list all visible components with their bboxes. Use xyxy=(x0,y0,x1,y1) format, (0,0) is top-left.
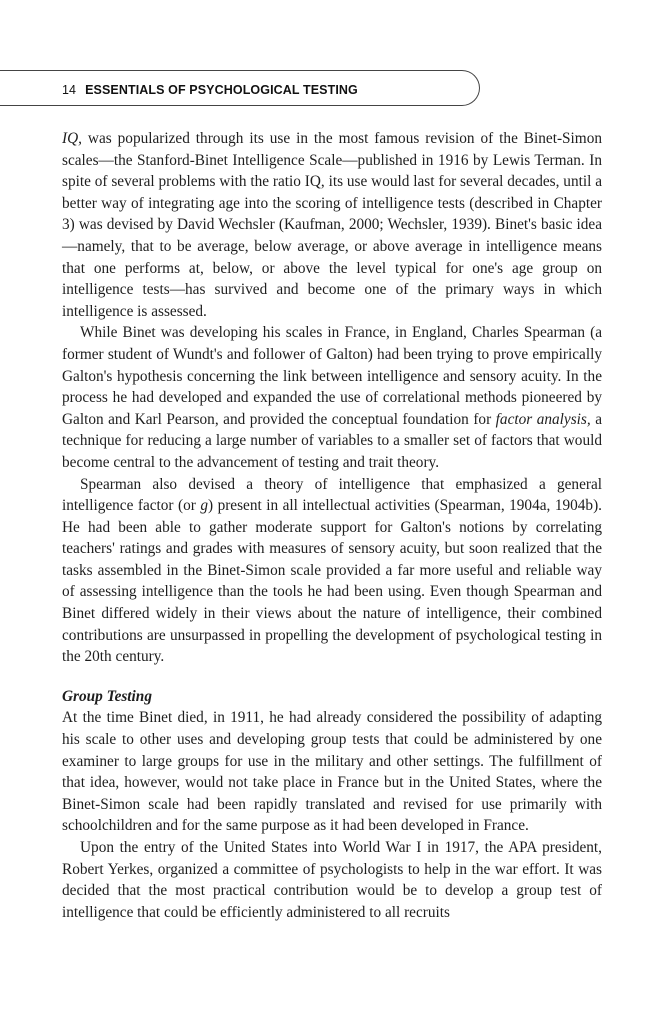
running-header xyxy=(62,83,358,97)
term-iq: IQ, xyxy=(62,130,82,147)
body-text xyxy=(62,128,602,923)
paragraph: At the time Binet died, in 1911, he had already considered the possibility of adapting his scale to other uses and developing group tests that could be administered by one examiner to large groups for use in the military and other settings. The fulfillment of that idea, however, would not take place in France but in the United States, where the Binet-Simon scale had been rapidly translated and revised for use primarily with schoolchildren and for the same purpose as it had been developed in France. xyxy=(62,709,602,835)
paragraph: Upon the entry of the United States into World War I in 1917, the APA president, Robert Yerkes, organized a committee of psychologists to help in the war effort. It was decided that the most practical contribution would be to develop a group test of intelligence that could be efficiently administered to all recruits xyxy=(62,839,602,921)
paragraph: IQ, was popularized through its use in the most famous revision of the Binet-Simon scales—the Stanford-Binet Intelligence Scale—published in 1916 by Lewis Terman. In spite of several problems with the ratio IQ, its use would last for several decades, until a better way of integrating age into the scoring of intelligence tests (described in Chapter 3) was devised by David Wechsler (Kaufman, 2000; Wechsler, 1939). Binet's basic idea—namely, that to be average, below average, or above average in intelligence means that one performs at, below, or above the level typical for one's age group on intelligence tests—has survived and become one of the primary ways in which intelligence is assessed. xyxy=(62,130,602,320)
term-g: g xyxy=(200,497,208,515)
paragraph: Spearman also devised a theory of intelligence that emphasized a general intelligence factor (or g) present in all intellectual activities (Spearman, 1904a, 1904b). He had been able to gather moderate support for Galton's notions by correlating teachers' ratings and grades with measures of sensory acuity, but soon realized that the tasks assembled in the Binet-Simon scale provided a far more useful and reliable way of assessing intelligence than the tools he had been using. Even though Spearman and Binet differed widely in their views about the nature of intelligence, their combined contributions are unsurpassed in propelling the development of psychological testing in the 20th century. xyxy=(62,475,602,666)
section-heading: Group Testing xyxy=(62,687,152,705)
page-number: 14 xyxy=(62,83,77,97)
term-factor-analysis: factor analysis, xyxy=(495,410,591,428)
running-title: ESSENTIALS OF PSYCHOLOGICAL TESTING xyxy=(85,83,358,97)
paragraph: While Binet was developing his scales in France, in England, Charles Spearman (a former student of Wundt's and follower of Galton) had been trying to prove empirically Galton's hypothesis concerning the link between intelligence and sensory acuity. In the process he had developed and expanded the use of correlational methods pioneered by Galton and Karl Pearson, and provided the conceptual foundation for factor analysis, a technique for reducing a large number of variables to a smaller set of factors that would become central to the advancement of testing and trait theory. xyxy=(62,324,602,471)
